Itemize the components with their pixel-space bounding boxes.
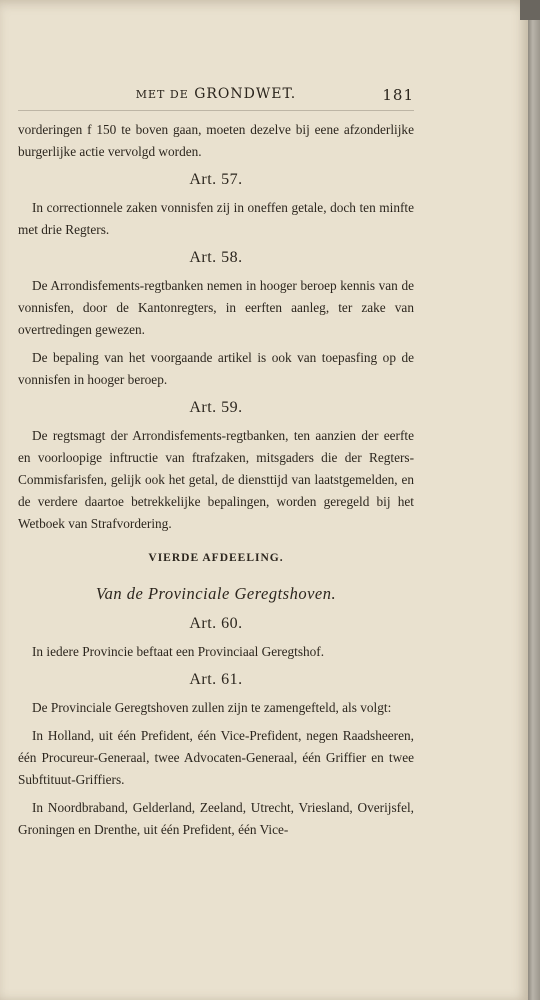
running-title-main: GRONDWET. <box>194 86 297 102</box>
paragraph: De Arrondisfements-regtbanken nemen in hooger beroep kennis van de vonnisfen, door de Kantonregters, in eerften aanleg, ter zake van overtredingen gewezen. <box>18 278 414 337</box>
article-heading: Art. 60. <box>189 615 243 632</box>
page-edge <box>528 0 540 1000</box>
page-number: 181 <box>382 86 414 104</box>
article-heading: Art. 57. <box>189 171 243 188</box>
header-rule <box>18 110 414 111</box>
page-body <box>18 119 414 847</box>
paragraph: vorderingen f 150 te boven gaan, moeten dezelve bij eene afzonderlijke burgerlijke actie vervolgd worden. <box>18 122 414 159</box>
article-heading: Art. 59. <box>189 399 243 416</box>
paragraph: De bepaling van het voorgaande artikel is ook van toepasfing op de vonnisfen in hooger beroep. <box>18 350 414 387</box>
paragraph: De regtsmagt der Arrondisfements-regtbanken, ten aanzien der eerfte en voorloopige inftructie van ftrafzaken, mitsgaders die der Regters-Commisfarisfen, gelijk ook het getal, de diensttijd van laatstgemelden, en de verdere daartoe betrekkelijke bepalingen, worden geregeld bij het Wetboek van Strafvordering. <box>18 428 414 531</box>
paragraph: In Holland, uit één Prefident, één Vice-Prefident, negen Raadsheeren, één Procureur-Generaal, twee Advocaten-Generaal, één Griffier en twee Subftituut-Griffiers. <box>18 728 414 787</box>
article-heading: Art. 61. <box>189 671 243 688</box>
paragraph: In correctionnele zaken vonnisfen zij in oneffen getale, doch ten minfte met drie Regters. <box>18 200 414 237</box>
page-corner <box>520 0 540 20</box>
section-subtitle: Van de Provinciale Geregtshoven. <box>95 584 337 603</box>
running-title <box>18 86 414 102</box>
paragraph: De Provinciale Geregtshoven zullen zijn te zamengefteld, als volgt: <box>32 700 392 715</box>
paragraph: In Noordbraband, Gelderland, Zeeland, Utrecht, Vriesland, Overijsfel, Groningen en Drenthe, uit één Prefident, één Vice- <box>18 800 414 837</box>
running-title-small: MET DE <box>135 88 189 101</box>
section-heading: VIERDE AFDEELING. <box>148 552 284 564</box>
paragraph: In iedere Provincie beftaat een Provinciaal Geregtshof. <box>32 644 325 659</box>
article-heading: Art. 58. <box>189 249 243 266</box>
